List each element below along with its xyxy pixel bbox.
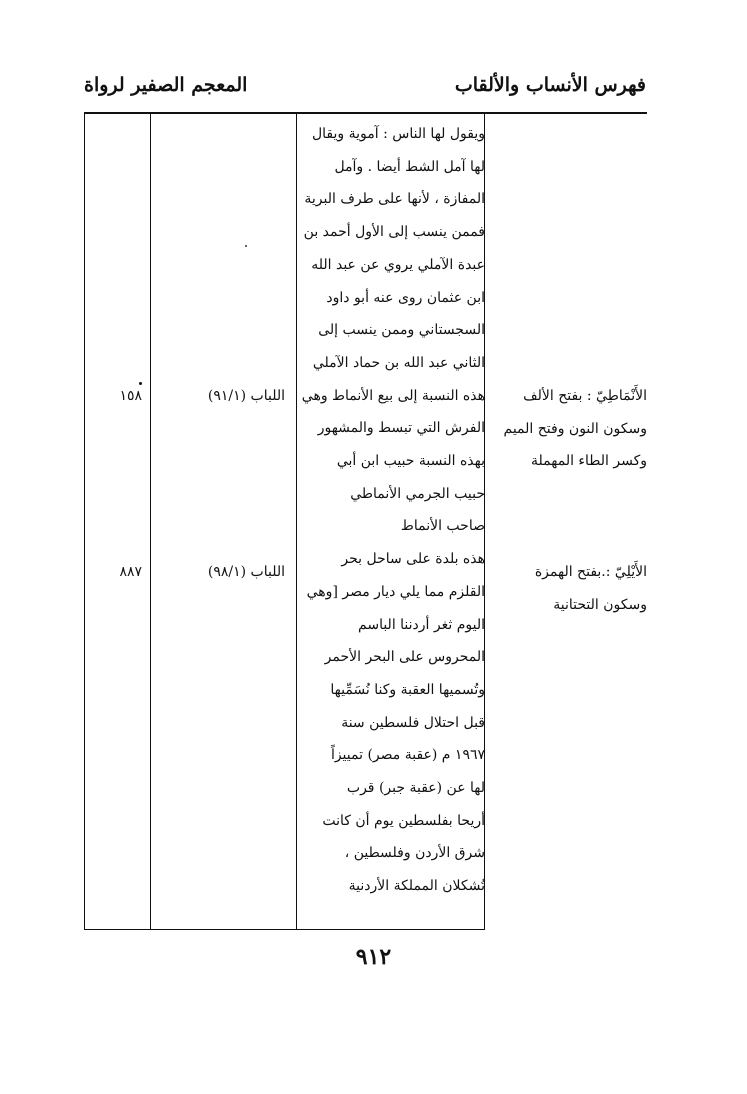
description-line: هذه بلدة على ساحل بحر <box>341 551 485 568</box>
description-line: الثاني عبد الله بن حماد الآملي <box>312 354 485 371</box>
description-line: لها عن (عقبة جبر) قرب <box>346 780 485 797</box>
description-line: بهذه النسبة حبيب ابن أبي <box>336 453 485 470</box>
entry-source-anmati: اللباب (٩١/١) <box>207 388 285 404</box>
description-line: وتُسميها العقبة وكنا نُسَمِّيها <box>330 681 485 698</box>
description-line: عبدة الآملي يروي عن عبد الله <box>311 256 485 273</box>
scan-speck <box>245 245 247 247</box>
column-divider-number <box>150 113 151 930</box>
description-line: فممن ينسب إلى الأول أحمد بن <box>303 224 485 241</box>
column-divider-source <box>296 113 297 930</box>
table-bottom-rule <box>84 929 484 930</box>
description-column <box>301 118 485 903</box>
description-line: صاحب الأنماط <box>400 518 485 535</box>
entry-number-ayli: ٨٨٧ <box>119 564 142 580</box>
entry-source-ayli: اللباب (٩٨/١) <box>207 564 285 580</box>
header-rule <box>84 112 647 114</box>
description-line: المحروس على البحر الأحمر <box>324 649 485 666</box>
description-line: شرق الأردن وفلسطين ، <box>344 845 485 862</box>
description-line: ابن عثمان روى عنه أبو داود <box>326 289 485 306</box>
entry-name-line: وسكون التحتانية <box>553 596 647 613</box>
entry-number-anmati: ١٥٨ <box>119 388 142 404</box>
page-header <box>84 74 646 104</box>
description-line: هذه النسبة إلى بيع الأنماط وهي <box>301 387 485 404</box>
entry-name-line: الأَنْمَاطِيّ : بفتح الألف <box>523 388 647 404</box>
entry-name-ayli <box>489 556 647 621</box>
description-line: لها آمل الشط أيضا . وآمل <box>334 158 485 175</box>
description-line: حبيب الجرمي الأنماطي <box>350 485 485 502</box>
description-line: أريحا بفلسطين يوم أن كانت <box>322 812 485 829</box>
description-line: تُشكلان المملكة الأردنية <box>348 878 485 895</box>
description-line: المفازة ، لأنها على طرف البرية <box>304 191 485 208</box>
description-line: اليوم ثغر أردننا الباسم <box>358 616 485 633</box>
description-line: ويقول لها الناس : آموية ويقال <box>311 126 485 142</box>
description-line: القلزم مما يلي ديار مصر [وهي <box>306 583 485 600</box>
entry-marker-dot <box>139 382 142 385</box>
description-line: قبل احتلال فلسطين سنة <box>341 714 485 731</box>
description-line: الفرش التي تبسط والمشهور <box>317 420 485 437</box>
chapter-title: فهرس الأنساب والألقاب <box>454 74 646 96</box>
entry-name-line: الأَيْلِيّ :.بفتح الهمزة <box>534 564 647 580</box>
entry-name-anmati <box>489 380 647 478</box>
page-number: ٩١٢ <box>355 944 392 970</box>
table-border-left <box>84 113 85 930</box>
description-line: ١٩٦٧ م (عقبة مصر) تمييزاً <box>330 747 485 764</box>
entry-name-line: وسكون النون وفتح الميم <box>503 420 647 437</box>
book-title: المعجم الصفير لرواة <box>84 74 248 96</box>
entry-name-line: وكسر الطاء المهملة <box>531 453 647 470</box>
description-line: السجستاني وممن ينسب إلى <box>318 322 485 339</box>
